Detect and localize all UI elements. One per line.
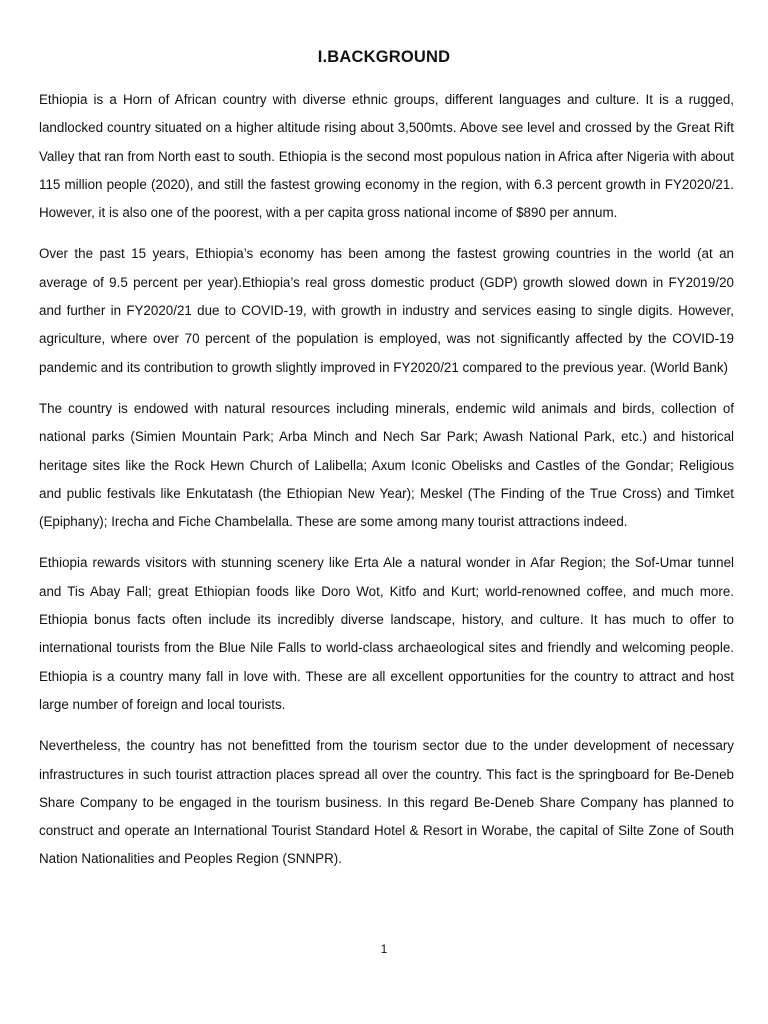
paragraph-1: Ethiopia is a Horn of African country with diverse ethnic groups, different languages and culture. It is a rugged, landlocked country situated on a higher altitude rising about 3,500mts. Above see level and crossed by the Great Rift Valley that ran from North east to south. Ethiopia is the second most populous nation in Africa after Nigeria with about 115 million people (2020), and still the fastest growing economy in the region, with 6.3 percent growth in FY2020/21. However, it is also one of the poorest, with a per capita gross national income of $890 per annum. [39, 92, 734, 221]
paragraph-5: Nevertheless, the country has not benefitted from the tourism sector due to the under development of necessary infrastructures in such tourist attraction places spread all over the country. This fact is the springboard for Be-Deneb Share Company to be engaged in the tourism business. In this regard Be-Deneb Share Company has planned to construct and operate an International Tourist Standard Hotel & Resort in Worabe, the capital of Silte Zone of South Nation Nationalities and Peoples Region (SNNPR). [39, 738, 734, 867]
paragraph-4: Ethiopia rewards visitors with stunning scenery like Erta Ale a natural wonder in Afar Region; the Sof-Umar tunnel and Tis Abay Fall; great Ethiopian foods like Doro Wot, Kitfo and Kurt; world-renowned coffee, and much more. Ethiopia bonus facts often include its incredibly diverse landscape, history, and culture. It has much to offer to international tourists from the Blue Nile Falls to world-class archaeological sites and friendly and welcoming people. Ethiopia is a country many fall in love with. These are all excellent opportunities for the country to attract and host large number of foreign and local tourists. [39, 555, 734, 712]
paragraph-3: The country is endowed with natural resources including minerals, endemic wild animals and birds, collection of national parks (Simien Mountain Park; Arba Minch and Nech Sar Park; Awash National Park, etc.) and historical heritage sites like the Rock Hewn Church of Lalibella; Axum Iconic Obelisks and Castles of the Gondar; Religious and public festivals like Enkutatash (the Ethiopian New Year); Meskel (The Finding of the True Cross) and Timket (Epiphany); Irecha and Fiche Chambelalla. These are some among many tourist attractions indeed. [39, 400, 734, 530]
body-text [39, 86, 734, 887]
page-number: 1 [380, 942, 388, 956]
section-heading: I.BACKGROUND [317, 48, 451, 66]
paragraph-2: Over the past 15 years, Ethiopia’s economy has been among the fastest growing countries in the world (at an average of 9.5 percent per year).Ethiopia’s real gross domestic product (GDP) growth slowed down in FY2019/20 and further in FY2020/21 due to COVID-19, with growth in industry and services easing to single digits. However, agriculture, where over 70 percent of the population is employed, was not significantly affected by the COVID-19 pandemic and its contribution to growth slightly improved in FY2020/21 compared to the previous year. (World Bank) [39, 246, 734, 375]
